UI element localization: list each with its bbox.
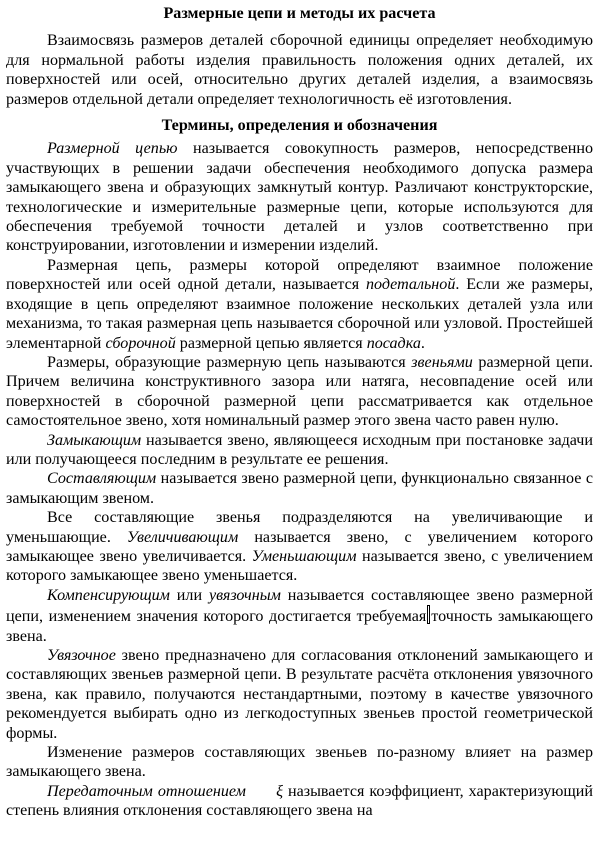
paragraph-linking-link: Увязочное звено предназначено для согласования отклонений замыкающего и составляющих звеньев размерной цепи. В результате расчёта отклонения увязочного звена, как правило, получаются нестандартными, поэтому в качестве увязочного рекомендуется выбирать одно из легкодоступных звеньев простой геометрической формы. (6, 647, 593, 742)
term-transfer-ratio: Передаточным отношением (47, 782, 246, 800)
intro-paragraph: Взаимосвязь размеров деталей сборочной единицы определяет необходимую для нормальной работы изделия правильность положения одних деталей, их поверхностей или осей, относительно других деталей изделия, а взаимосвязь размеров отдельной детали определяет технологичность её изготовления. (6, 32, 593, 108)
paragraph-compensating: Компенсирующим или увязочным называется составляющее звено размерной цепи, изменением значения которого достигается требуемая точность замыкающего звена. (6, 586, 593, 645)
paragraph-increasing-decreasing: Все составляющие звенья подразделяются на увеличивающие и уменьшающие. Увеличивающим называется звено, с увеличением которого замыкающее звено увеличивается. Уменьшающим называется звено, с увеличением которого замыкающее звено уменьшается. (6, 509, 593, 585)
paragraph-links: Размеры, образующие размерную цепь называются звеньями размерной цепи. Причем величина конструктивного зазора или натяга, несовпадение осей или поверхностей в сборочной размерной цепи рассматривается как отдельное самостоятельное звено, хотя номинальный размер этого звена часто равен нулю. (6, 353, 593, 430)
paragraph-closing-link: Замыкающим называется звено, являющееся исходным при постановке задачи или получающееся последним в результате ее решения. (6, 431, 593, 468)
term-assembly: сборочной (105, 334, 176, 352)
term-closing: Замыкающим (47, 431, 142, 449)
text-cursor (427, 605, 430, 624)
paragraph-component-link: Составляющим называется звено размерной цепи, функционально связанное с замыкающим звеном. (6, 470, 593, 507)
term-decreasing: Уменьшающим (251, 547, 357, 565)
paragraph-size-change: Изменение размеров составляющих звеньев по-разному влияет на размер замыкающего звена. (6, 744, 593, 781)
term-links: звеньями (411, 353, 473, 371)
paragraph-dimension-chain: Размерной цепью называется совокупность размеров, непосредственно участвующих в решении задачи обеспечения необходимого допуска размера замыкающего звена и образующих замкнутый контур. Различают конструкторские, технологические и измерительные размерные цепи, которые используются для обеспечения требуемой точности деталей и узлов соответственно при конструировании, изготовлении и измерении изделий. (6, 140, 594, 255)
symbol-xi: ξ (276, 782, 283, 800)
term-linking-link: Увязочное (47, 647, 116, 664)
page-title: Размерные цепи и методы их расчета (163, 5, 436, 22)
term-dimension-chain: Размерной цепью (47, 140, 178, 158)
term-fit: посадка (366, 334, 421, 352)
term-linking: увязочным (208, 586, 281, 604)
section-title: Термины, определения и обозначения (161, 117, 438, 135)
paragraph-transfer-ratio: Передаточным отношением ξ называется коэффициент, характеризующий степень влияния отклонения составляющего звена на (6, 782, 593, 820)
term-increasing: Увеличивающим (126, 528, 239, 546)
paragraph-detail-chain: Размерная цепь, размеры которой определяют взаимное положение поверхностей или осей одной детали, называется подетальной. Если же размеры, входящие в цепь определяют взаимное положение нескольких деталей узла или механизма, то такая размерная цепь называется сборочной или узловой. Простейшей элементарной сборочной размерной цепью является посадка. (6, 256, 594, 352)
term-detail: подетальной (365, 276, 456, 294)
term-compensating: Компенсирующим (47, 586, 170, 604)
term-component: Составляющим (47, 470, 157, 488)
